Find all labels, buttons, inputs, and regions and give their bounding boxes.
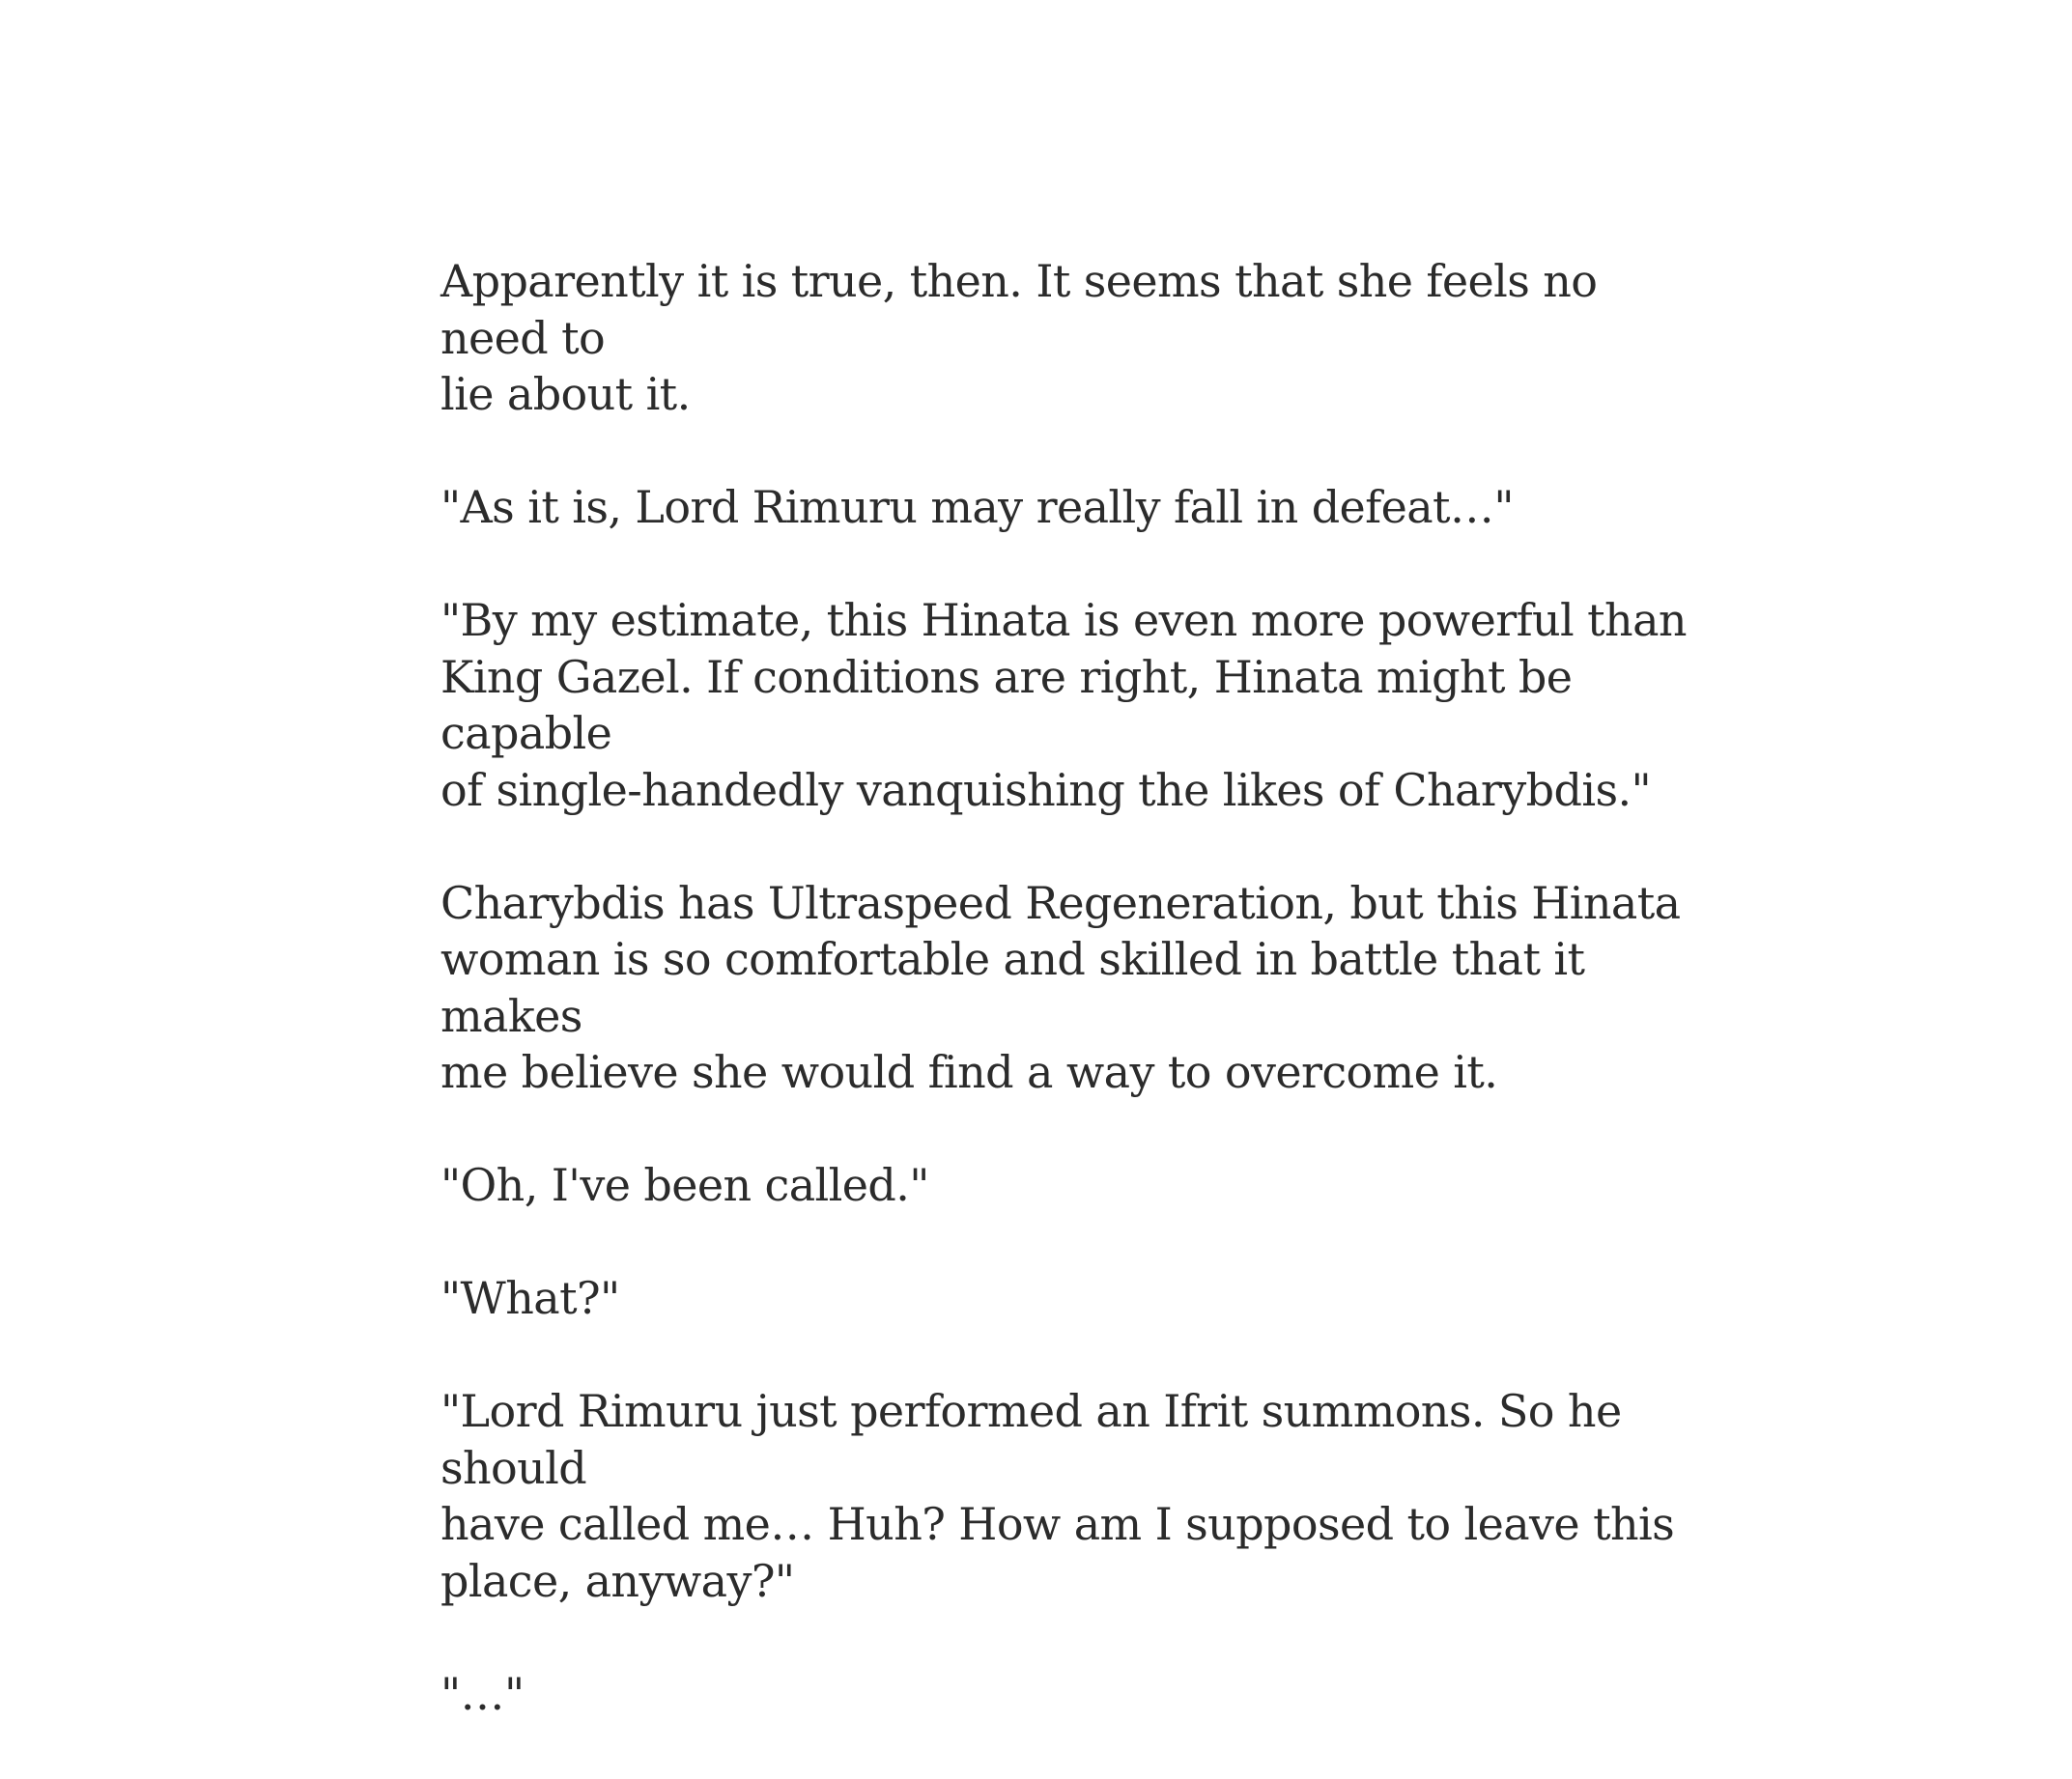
- paragraph-4: Charybdis has Ultraspeed Regeneration, but this Hinata woman is so comfortable and skilled in battle that it makes me believe she would find a way to overcome it.: [440, 876, 1681, 1098]
- paragraph-5: "Oh, I've been called.": [440, 1159, 929, 1211]
- paragraph-1: Apparently it is true, then. It seems that she feels no need to lie about it.: [440, 255, 1598, 420]
- paragraph-7: "Lord Rimuru just performed an Ifrit summons. So he should have called me… Huh? How am I supposed to leave this place, anyway?": [440, 1385, 1675, 1607]
- paragraph-8: "…": [440, 1667, 525, 1720]
- paragraph-3: "By my estimate, this Hinata is even more powerful than King Gazel. If conditions are right, Hinata might be capable of single-handedly vanquishing the likes of Charybdis.": [440, 594, 1687, 816]
- paragraph-2: "As it is, Lord Rimuru may really fall in defeat…": [440, 481, 1514, 533]
- paragraph-6: "What?": [440, 1272, 620, 1324]
- text-column: [440, 253, 1696, 1779]
